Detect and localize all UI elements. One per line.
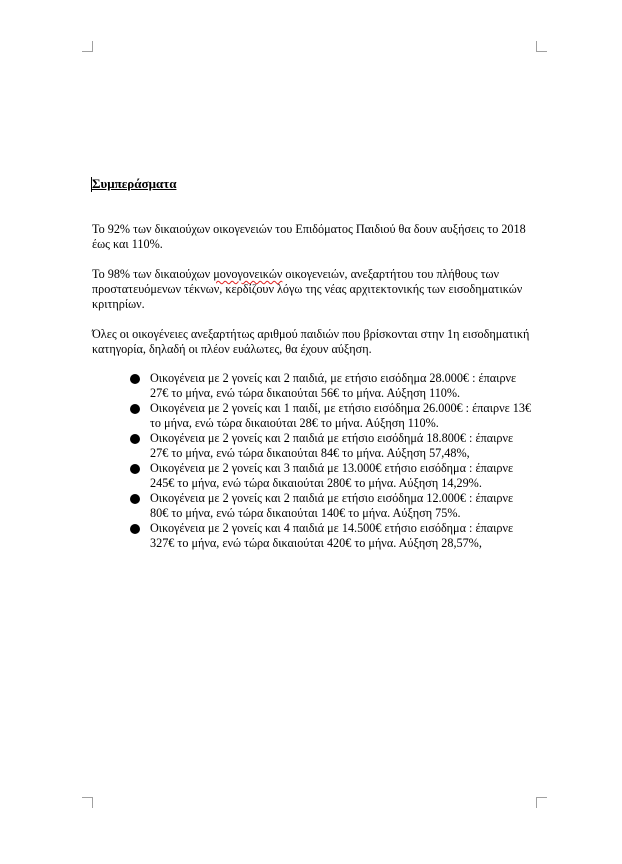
paragraph-2-start: Το 98% των δικαιούχων (92, 267, 214, 281)
crop-mark-top-right (536, 41, 547, 52)
bullet-icon (130, 434, 140, 444)
paragraph-2 (92, 267, 532, 312)
paragraph-2-end: οικογενειών, ανεξαρτήτου του πλήθους των προστατευόμενων τέκνων, κερδίζουν λόγω της νέας αρχιτεκτονικής των εισοδηματικών κριτηρίων. (92, 267, 523, 311)
section-heading-text: Συμπεράσματα (92, 176, 177, 191)
list-item-text: Οικογένεια με 2 γονείς και 2 παιδιά με ετήσιο εισόδημα 12.000€ : έπαιρνε 80€ το μήνα, ενώ τώρα δικαιούται 140€ το μήνα. Αύξηση 75%. (150, 491, 514, 520)
bullet-icon (130, 464, 140, 474)
list-item-text: Οικογένεια με 2 γονείς και 1 παιδί, με ετήσιο εισόδημα 26.000€ : έπαιρνε 13€ το μήνα, ενώ τώρα δικαιούται 28€ το μήνα. Αύξηση 110%. (150, 401, 532, 430)
text-cursor (91, 177, 92, 192)
bullet-list (92, 371, 534, 551)
list-item-text: Οικογένεια με 2 γονείς και 4 παιδιά με 14.500€ ετήσιο εισόδημα : έπαιρνε 327€ το μήνα, ενώ τώρα δικαιούται 420€ το μήνα. Αύξηση 28,57%, (150, 521, 514, 550)
list-item (150, 461, 534, 491)
list-item (150, 521, 534, 551)
paragraph-1: Το 92% των δικαιούχων οικογενειών του Επιδόματος Παιδιού θα δουν αυξήσεις το 2018 έως και 110%. (92, 222, 526, 251)
bullet-icon (130, 404, 140, 414)
list-item (150, 401, 534, 431)
list-item (150, 491, 534, 521)
document-body[interactable] (92, 176, 532, 551)
section-heading (92, 176, 532, 192)
bullet-icon (130, 524, 140, 534)
list-item-text: Οικογένεια με 2 γονείς και 2 παιδιά, με ετήσιο εισόδημα 28.000€ : έπαιρνε 27€ το μήνα, ενώ τώρα δικαιούται 56€ το μήνα. Αύξηση 110%. (150, 371, 517, 400)
list-item (150, 371, 534, 401)
crop-mark-top-left (82, 41, 93, 52)
crop-mark-bottom-right (536, 797, 547, 808)
crop-mark-bottom-left (82, 797, 93, 808)
list-item-text: Οικογένεια με 2 γονείς και 2 παιδιά με ετήσιο εισόδημά 18.800€ : έπαιρνε 27€ το μήνα, ενώ τώρα δικαιούται 84€ το μήνα. Αύξηση 57,48%, (150, 431, 514, 460)
misspelled-word[interactable]: μονογονεικών (213, 267, 283, 281)
paragraph-3: Όλες οι οικογένειες ανεξαρτήτως αριθμού παιδιών που βρίσκονται στην 1η εισοδηματική κατηγορία, δηλαδή οι πλέον ευάλωτες, θα έχουν αύξηση. (92, 327, 530, 356)
bullet-icon (130, 494, 140, 504)
list-item (150, 431, 534, 461)
bullet-icon (130, 374, 140, 384)
list-item-text: Οικογένεια με 2 γονείς και 3 παιδιά με 13.000€ ετήσιο εισόδημα : έπαιρνε 245€ το μήνα, ενώ τώρα δικαιούται 280€ το μήνα. Αύξηση 14,29%. (150, 461, 514, 490)
